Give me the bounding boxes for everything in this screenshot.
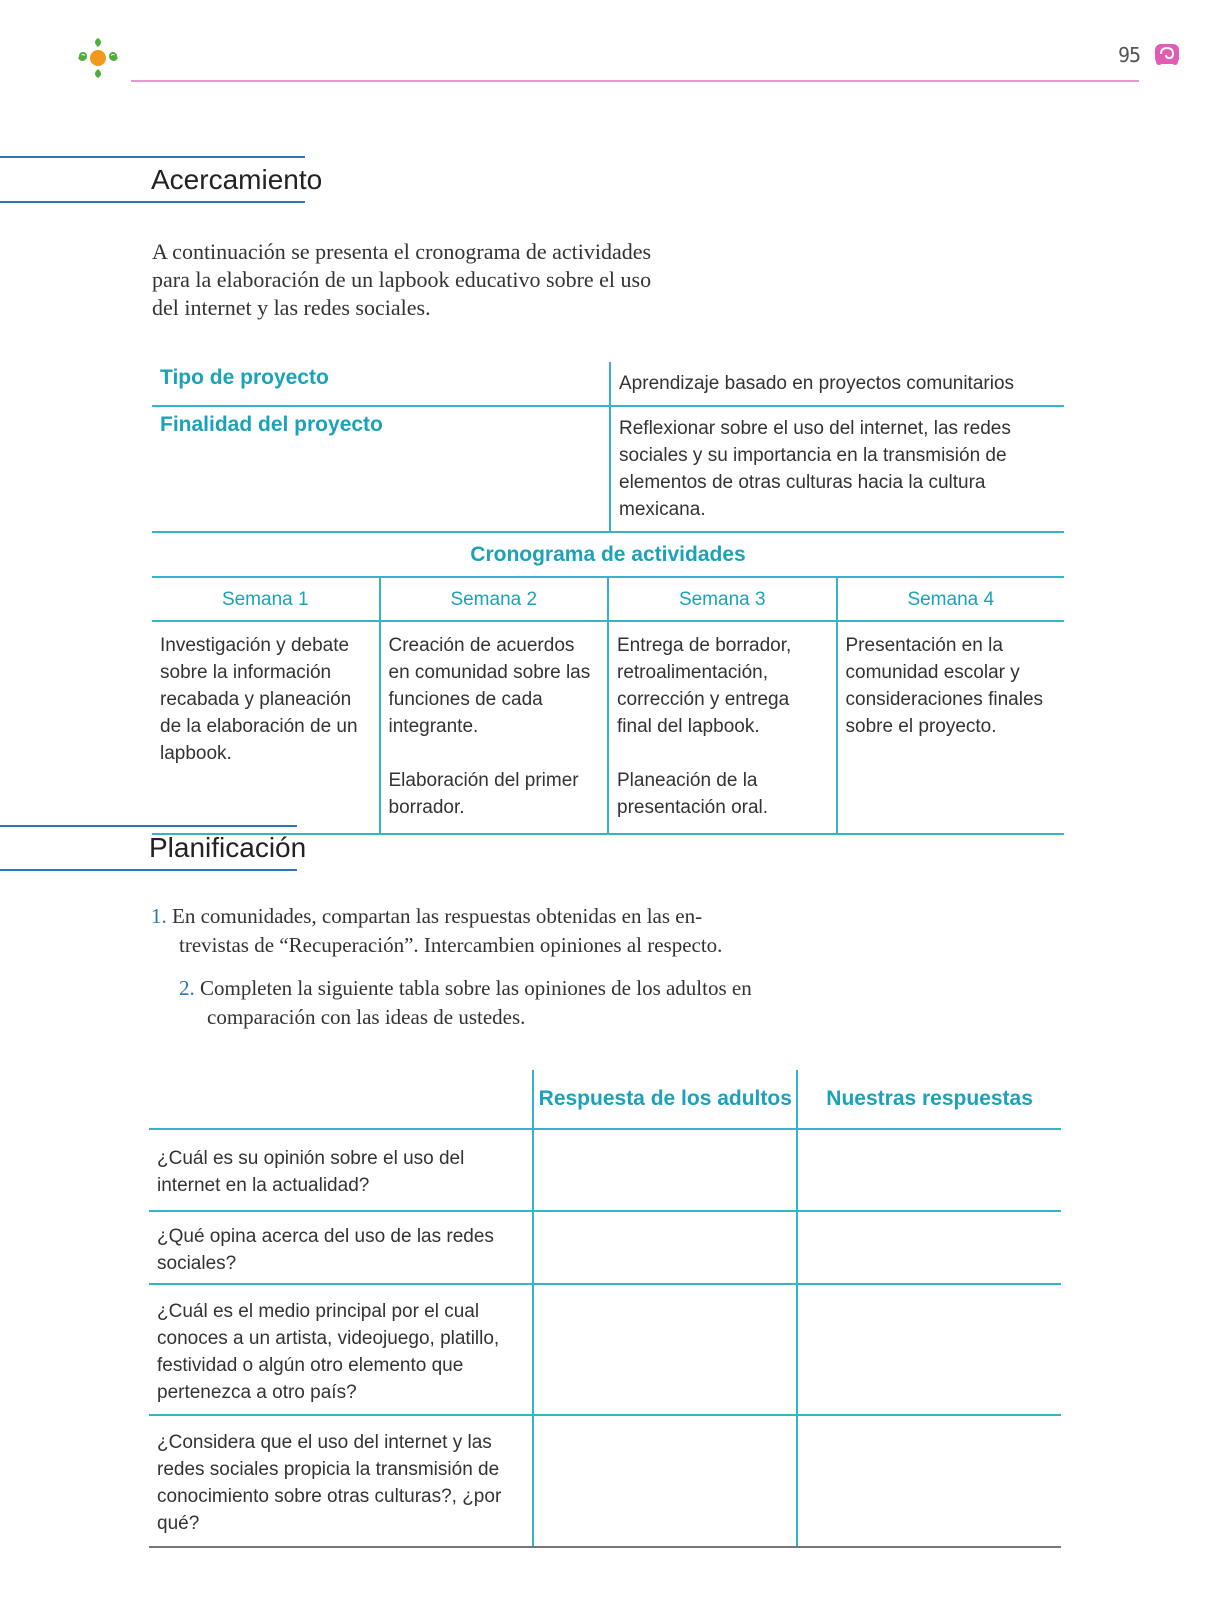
week-3-header: Semana 3 xyxy=(607,578,836,620)
table-row xyxy=(149,1285,1061,1416)
adults-answer-field[interactable] xyxy=(532,1416,796,1546)
table-row xyxy=(149,1212,1061,1285)
table-row xyxy=(149,1416,1061,1548)
our-answer-field[interactable] xyxy=(796,1285,1061,1414)
intro-paragraph xyxy=(152,238,682,322)
header-rule xyxy=(131,80,1139,82)
project-type-row xyxy=(152,362,1064,407)
activity-text: Entrega de borrador, retroalimentación, corrección y entrega final del lapbook. xyxy=(617,635,792,737)
spiral-glyph-icon xyxy=(1153,40,1181,68)
question-cell: ¿Cuál es el medio principal por el cual conoces a un artista, videojuego, platillo, festividad o algún otro elemento que pertenezca a otro país? xyxy=(157,1301,500,1403)
week-3-activities xyxy=(607,622,836,833)
week-2-header: Semana 2 xyxy=(379,578,608,620)
section-bottom-line xyxy=(0,201,305,203)
our-answer-field[interactable] xyxy=(796,1212,1061,1283)
project-purpose-value: Reflexionar sobre el uso del internet, las redes sociales y su importancia en la transmisión de elementos de otras culturas hacia la cultura mexicana. xyxy=(609,407,1064,531)
project-purpose-row xyxy=(152,407,1064,533)
our-answer-field[interactable] xyxy=(796,1416,1061,1546)
schedule-title: Cronograma de actividades xyxy=(152,533,1064,578)
week-2-activities xyxy=(379,622,608,833)
instruction-line: comparación con las ideas de ustedes. xyxy=(207,1005,526,1029)
project-table xyxy=(152,362,1064,835)
opinion-table xyxy=(149,1070,1061,1548)
section-title-planificacion: Planificación xyxy=(149,832,307,863)
instruction-number: 1. xyxy=(151,904,167,928)
header-adults-answers: Respuesta de los adultos xyxy=(532,1070,796,1128)
activity-text: Planeación de la presentación oral. xyxy=(617,770,769,818)
instruction-2 xyxy=(179,974,799,1032)
flower-logo-icon xyxy=(72,34,124,86)
question-cell: ¿Cuál es su opinión sobre el uso del internet en la actualidad? xyxy=(157,1148,465,1196)
header-our-answers: Nuestras respuestas xyxy=(796,1070,1061,1128)
table-row xyxy=(149,1130,1061,1212)
week-4-header: Semana 4 xyxy=(836,578,1065,620)
page-number: 95 xyxy=(1118,43,1141,67)
week-1-activities xyxy=(152,622,379,833)
week-activities-row xyxy=(152,622,1064,835)
our-answer-field[interactable] xyxy=(796,1130,1061,1210)
question-cell: ¿Considera que el uso del internet y las redes sociales propicia la transmisión de conocimiento sobre otras culturas?, ¿por qué? xyxy=(157,1432,502,1534)
adults-answer-field[interactable] xyxy=(532,1212,796,1283)
activity-text: Elaboración del primer borrador. xyxy=(388,770,579,818)
week-4-activities xyxy=(836,622,1065,833)
section-bottom-line xyxy=(0,869,297,871)
opinion-table-header xyxy=(149,1070,1061,1130)
activity-text: Presentación en la comunidad escolar y consideraciones finales sobre el proyecto. xyxy=(845,635,1044,737)
activity-text: Creación de acuerdos en comunidad sobre las funciones de cada integrante. xyxy=(388,635,591,737)
project-purpose-label: Finalidad del proyecto xyxy=(160,413,383,436)
activity-text: Investigación y debate sobre la información recabada y planeación de la elaboración de un lapbook. xyxy=(160,635,358,764)
week-1-header: Semana 1 xyxy=(221,589,309,610)
project-type-label: Tipo de proyecto xyxy=(160,366,329,389)
question-cell: ¿Qué opina acerca del uso de las redes sociales? xyxy=(157,1226,494,1274)
header-empty-cell xyxy=(149,1070,532,1128)
instruction-1 xyxy=(151,902,771,960)
instruction-line: trevistas de “Recuperación”. Intercambien opiniones al respecto. xyxy=(179,933,723,957)
intro-line: A continuación se presenta el cronograma de actividades xyxy=(152,239,652,264)
instruction-line: Completen la siguiente tabla sobre las opiniones de los adultos en xyxy=(200,976,752,1000)
section-top-line xyxy=(0,825,297,827)
week-header-row xyxy=(152,578,1064,622)
instruction-line: En comunidades, compartan las respuestas obtenidas en las en- xyxy=(172,904,703,928)
intro-line: para la elaboración de un lapbook educativo sobre el uso xyxy=(152,267,652,292)
section-top-line xyxy=(0,156,305,158)
project-type-value: Aprendizaje basado en proyectos comunitarios xyxy=(609,362,1064,405)
intro-line: del internet y las redes sociales. xyxy=(152,295,431,320)
instruction-number: 2. xyxy=(179,976,195,1000)
adults-answer-field[interactable] xyxy=(532,1285,796,1414)
section-title-acercamiento: Acercamiento xyxy=(151,164,323,195)
adults-answer-field[interactable] xyxy=(532,1130,796,1210)
